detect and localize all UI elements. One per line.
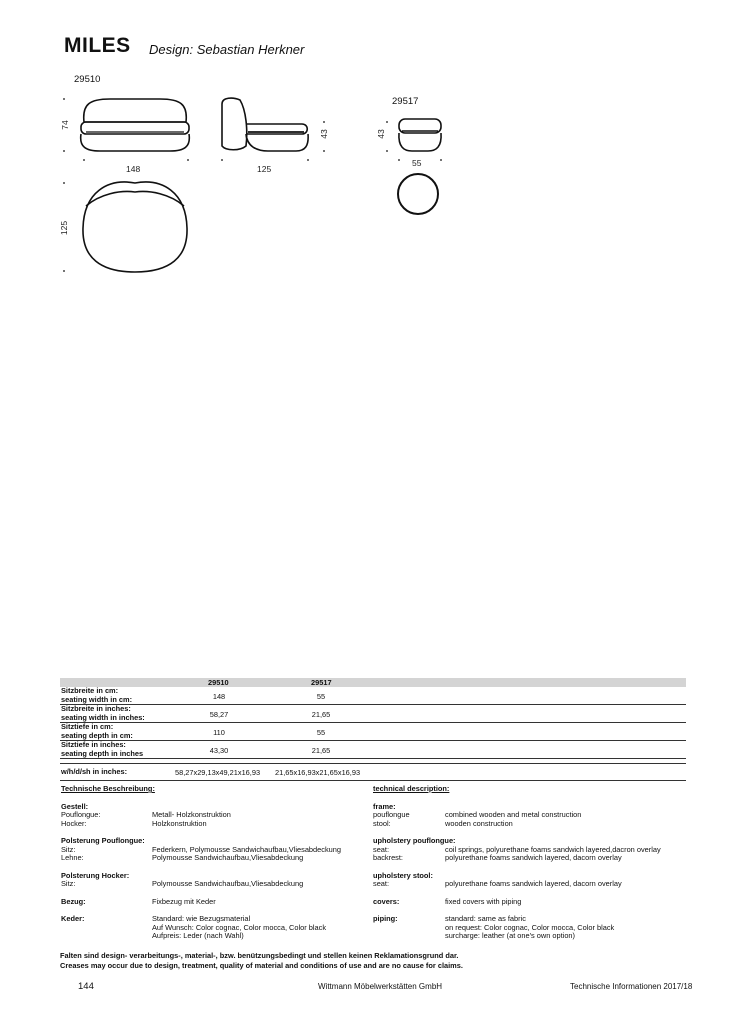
block-title: upholstery stool: (373, 870, 433, 880)
dim-top-depth-a: 125 (59, 220, 69, 236)
row-label-en: seating width in inches: (61, 712, 145, 722)
spec-value: Fixbezug mit Keder (152, 896, 216, 906)
block-title: Polsterung Pouflongue: (61, 836, 145, 845)
value-29510: 148 (212, 692, 226, 701)
column-header: 29510 (208, 678, 229, 687)
model-code-a: 29510 (74, 74, 101, 85)
value-29517: 21,65 (311, 746, 331, 755)
column-header: 29517 (311, 678, 332, 687)
footnote-de: Falten sind design- verarbeitungs-, material-, bzw. benützungsbedingt und stellen keinen Reklamationsgrund dar. (60, 951, 459, 960)
value-29510: 110 (213, 728, 225, 737)
spec-term: Lehne: (61, 853, 84, 862)
block-title: Polsterung Hocker: (61, 870, 130, 880)
spec-term: Sitz: (61, 844, 76, 854)
page-number: 144 (78, 981, 94, 992)
spec-term: seat: (373, 879, 390, 888)
spec-value: Auf Wunsch: Color cognac, Color mocca, Color black (152, 922, 327, 932)
row-label-en: seating width in cm: (61, 694, 133, 704)
row-label-de: Sitztiefe in cm: (61, 722, 114, 731)
spec-term: stool: (373, 818, 391, 828)
spec-value: Metall- Holzkonstruktion (152, 810, 231, 819)
pouflongue-side-view (222, 98, 308, 151)
spec-term: Hocker: (61, 818, 87, 828)
spec-value: Polymousse Sandwichaufbau,Vliesabdeckung (152, 879, 304, 888)
spec-value: standard: same as fabric (445, 914, 526, 923)
value-29517: 21,65 (311, 710, 331, 719)
row-label-de: Sitzbreite in cm: (61, 686, 119, 695)
spec-value: combined wooden and metal construction (445, 810, 582, 819)
spec-value: Holzkonstruktion (152, 818, 207, 828)
whd-label: w/h/d/sh in inches: (61, 767, 128, 776)
spec-row (60, 741, 686, 759)
spec-row (60, 687, 686, 705)
value-29510: 43,30 (209, 746, 229, 755)
dim-depth-a: 125 (257, 164, 272, 174)
spec-value: Federkern, Polymousse Sandwichaufbau,Vliesabdeckung (152, 844, 341, 854)
row-label-de: Sitztiefe in inches: (61, 740, 126, 749)
block-title: Keder: (61, 914, 85, 923)
whd-row (60, 763, 686, 781)
spec-row (60, 723, 686, 741)
block-title: upholstery pouflongue: (373, 836, 456, 845)
model-code-b: 29517 (392, 96, 419, 107)
spec-value: surcharge: leather (at one's own option) (445, 931, 576, 940)
dim-height-a: 74 (60, 120, 70, 130)
row-label-de: Sitzbreite in inches: (61, 704, 131, 713)
block-title: Bezug: (61, 896, 86, 906)
spec-value: Aufpreis: Leder (nach Wahl) (152, 931, 244, 940)
description-heading-de: Technische Beschreibung: (61, 784, 155, 793)
spec-value: polyurethane foams sandwich layered, dacorn overlay (445, 879, 622, 888)
spec-value: on request: Color cognac, Color mocca, Color black (445, 922, 615, 932)
pouflongue-top-view (83, 182, 187, 272)
spec-term: Pouflongue: (61, 810, 101, 819)
pouflongue-front-view (81, 99, 190, 151)
technical-drawings (0, 0, 754, 300)
stool-side-view (399, 119, 441, 151)
dim-diameter-b: 55 (412, 158, 422, 168)
spec-value: Polymousse Sandwichaufbau,Vliesabdeckung (152, 853, 304, 862)
spec-table (60, 678, 686, 781)
spec-value: Standard: wie Bezugsmaterial (152, 914, 251, 923)
spec-value: fixed covers with piping (445, 896, 522, 906)
description-de (61, 785, 361, 941)
block-title: Gestell: (61, 801, 89, 811)
value-29510: 58,27 (209, 710, 229, 719)
dim-side-height-a: 43 (319, 129, 329, 139)
spec-term: backrest: (373, 853, 403, 862)
block-title: piping: (373, 914, 398, 923)
product-title: MILES (64, 34, 131, 57)
spec-value: coil springs, polyurethane foams sandwich layered,dacron overlay (445, 844, 661, 854)
row-label-en: seating depth in cm: (61, 730, 133, 740)
designer-credit: Design: Sebastian Herkner (149, 42, 305, 57)
block-title: frame: (373, 801, 396, 811)
value-29517: 55 (316, 728, 326, 737)
footnote (60, 951, 463, 971)
dim-height-b: 43 (376, 129, 386, 139)
spec-term: pouflongue (373, 810, 410, 819)
dim-width-a: 148 (126, 164, 141, 174)
row-label-en: seating depth in inches (61, 748, 144, 758)
block-title: covers: (373, 896, 400, 906)
spec-row (60, 705, 686, 723)
spec-value: wooden construction (445, 818, 513, 828)
spec-term: seat: (373, 844, 390, 854)
stool-top-view (398, 174, 438, 214)
value-29517: 55 (316, 692, 326, 701)
description-heading-en: technical description: (373, 784, 450, 793)
footer-company: Wittmann Möbelwerkstätten GmbH (318, 982, 443, 991)
description-en (373, 785, 693, 941)
spec-term: Sitz: (61, 879, 76, 888)
spec-table-header (60, 678, 686, 687)
footer-info: Technische Informationen 2017/18 (570, 982, 693, 991)
whd-value-29517: 21,65x16,93x21,65x16,93 (275, 768, 361, 777)
spec-value: polyurethane foams sandwich layered, dacorn overlay (445, 853, 622, 862)
footnote-en: Creases may occur due to design, treatment, quality of material and conditions of use and are no cause for claims. (60, 961, 463, 970)
whd-value-29510: 58,27x29,13x49,21x16,93 (175, 768, 261, 777)
